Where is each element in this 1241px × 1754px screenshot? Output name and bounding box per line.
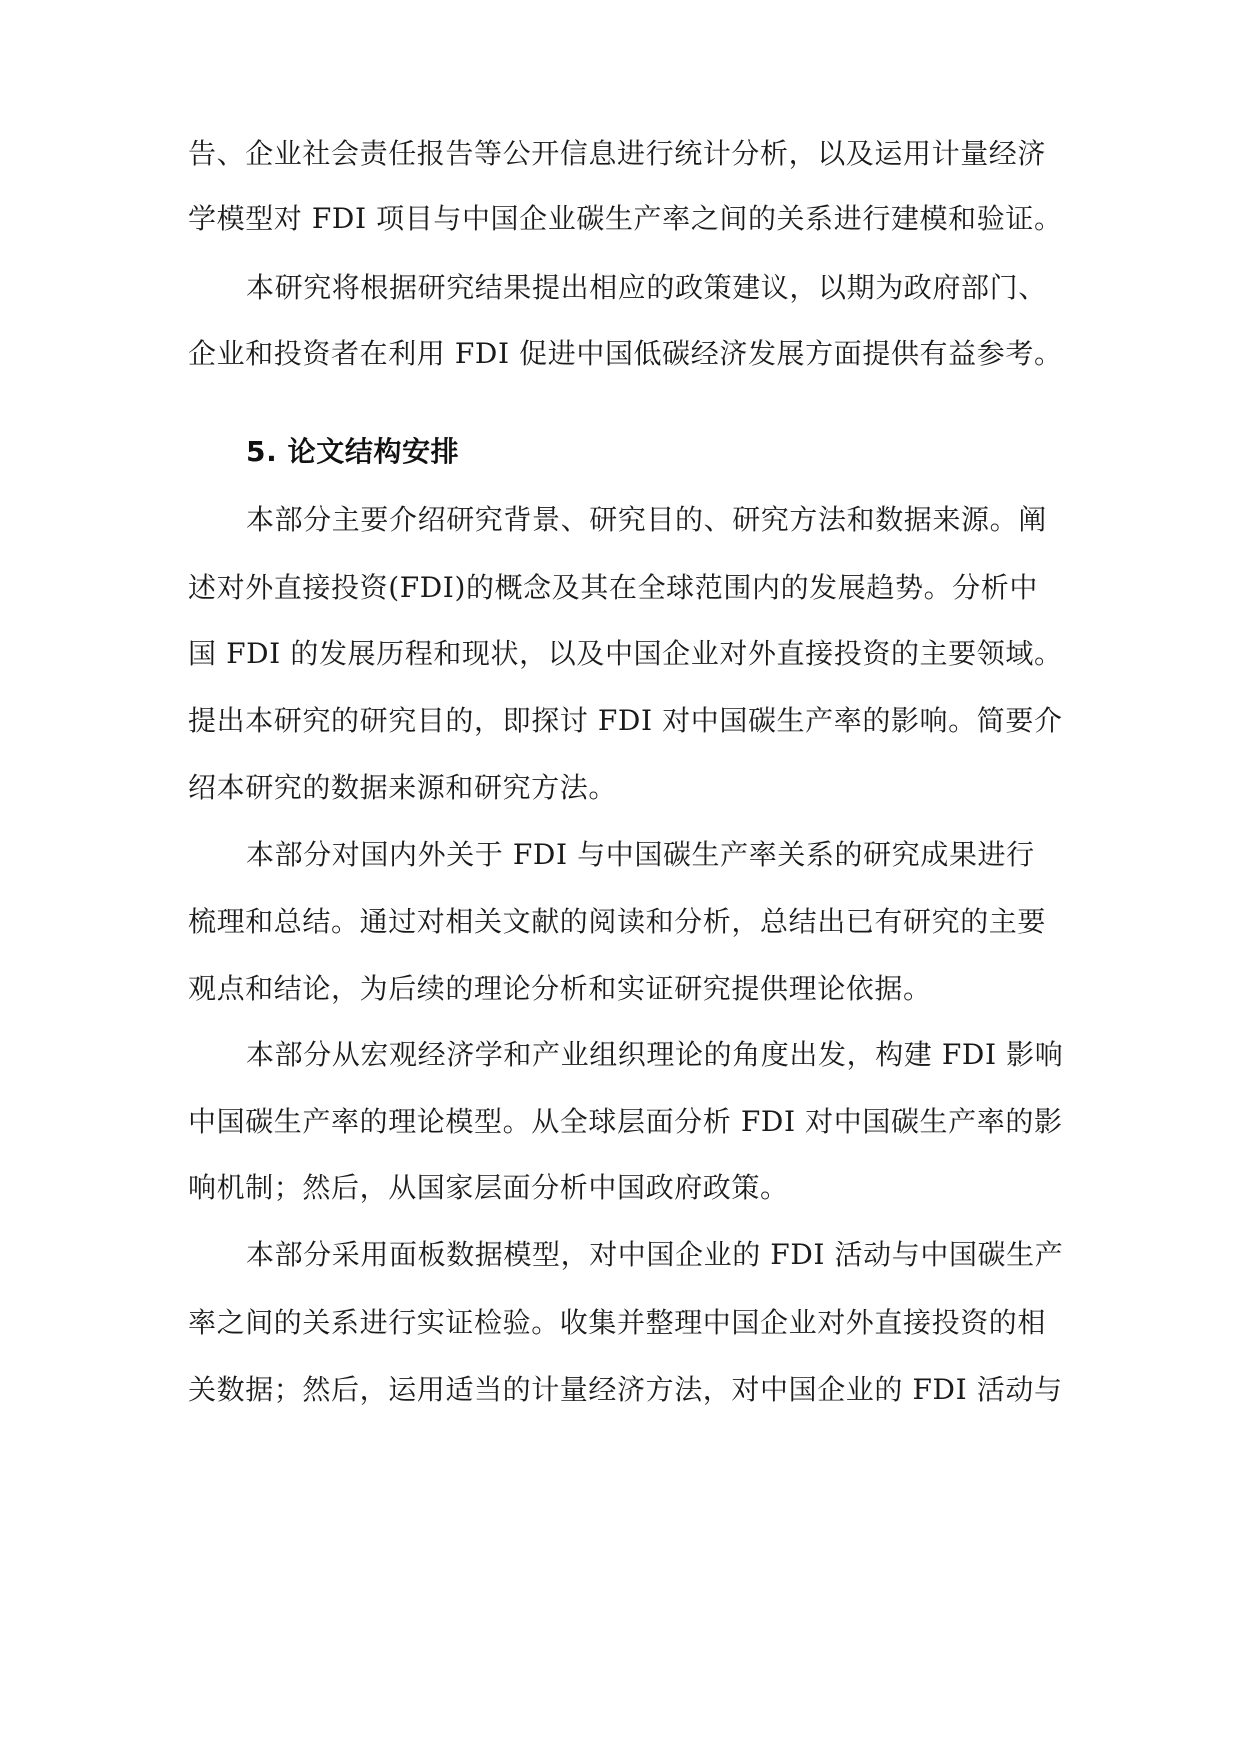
text-line: 观点和结论，为后续的理论分析和实证研究提供理论依据。: [188, 972, 932, 1005]
text-line: 中国碳生产率的理论模型。从全球层面分析 FDI 对中国碳生产率的影: [188, 1105, 1063, 1138]
text-line: 告、企业社会责任报告等公开信息进行统计分析，以及运用计量经济: [188, 137, 1047, 170]
text-line: 响机制；然后，从国家层面分析中国政府政策。: [188, 1171, 789, 1204]
text-line: 绍本研究的数据来源和研究方法。: [188, 771, 618, 804]
text-line: 本部分对国内外关于 FDI 与中国碳生产率关系的研究成果进行: [246, 838, 1035, 871]
text-line: 提出本研究的研究目的，即探讨 FDI 对中国碳生产率的影响。简要介: [188, 704, 1063, 737]
text-line: 梳理和总结。通过对相关文献的阅读和分析，总结出已有研究的主要: [188, 905, 1047, 938]
text-line: 国 FDI 的发展历程和现状，以及中国企业对外直接投资的主要领域。: [188, 637, 1063, 670]
text-line: 本部分采用面板数据模型，对中国企业的 FDI 活动与中国碳生产: [246, 1238, 1064, 1271]
text-line: 率之间的关系进行实证检验。收集并整理中国企业对外直接投资的相: [188, 1306, 1047, 1339]
text-line: 本研究将根据研究结果提出相应的政策建议，以期为政府部门、: [246, 271, 1047, 304]
text-line: 本部分主要介绍研究背景、研究目的、研究方法和数据来源。阐: [246, 503, 1047, 536]
text-line: 学模型对 FDI 项目与中国企业碳生产率之间的关系进行建模和验证。: [188, 202, 1063, 235]
text-line: 企业和投资者在利用 FDI 促进中国低碳经济发展方面提供有益参考。: [188, 337, 1063, 370]
text-line: 关数据；然后，运用适当的计量经济方法，对中国企业的 FDI 活动与: [188, 1373, 1063, 1406]
text-line: 本部分从宏观经济学和产业组织理论的角度出发，构建 FDI 影响: [246, 1038, 1064, 1071]
text-line: 述对外直接投资(FDI)的概念及其在全球范围内的发展趋势。分析中: [188, 571, 1038, 604]
section-heading: 5. 论文结构安排: [246, 435, 460, 468]
